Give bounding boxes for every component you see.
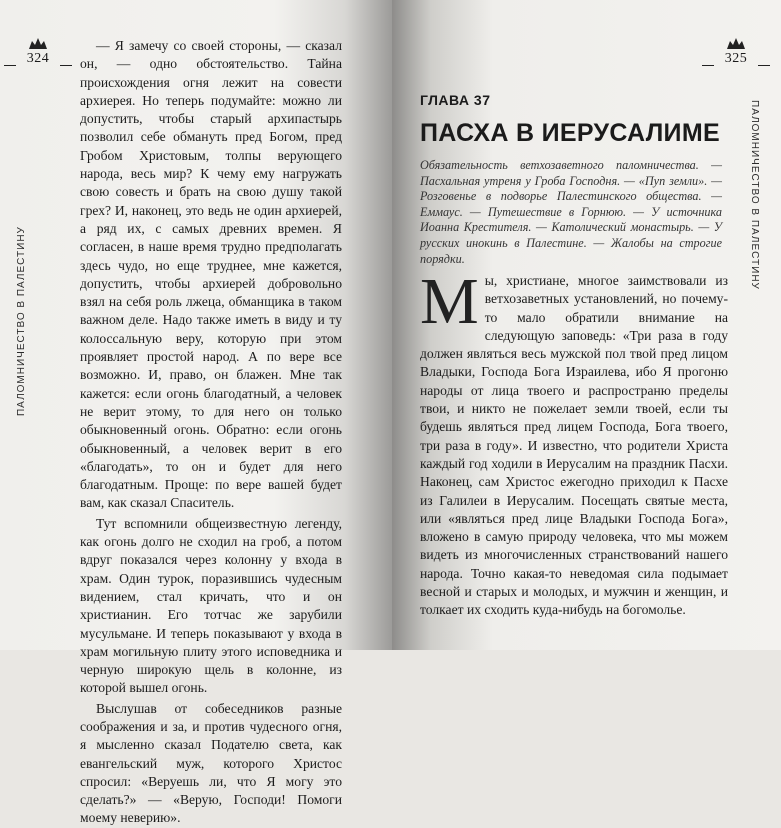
page-number-block [706,36,766,67]
chapter-label: ГЛАВА 37 [420,92,491,108]
page-number: 324 [26,51,50,66]
paragraph: ы, христиане, многое заимствовали из ветхозаветных установлений, но почему-то мало обратили внимание на следующую заповедь: «Три раза в году должен являться весь мужской пол твой пред лицом Владыки, Господа Бога Израилева, ибо Я прогоню народы от лица твоего и распространю пределы твои, и никто не пожелает земли твоей, если ты будешь являться пред лицем Господа, Бога твоего, три раза в году». И известно, что родители Христа каждый год ходили в Иерусалим на праздник Пасхи. Наконец, сам Христос ежегодно приходил к Пасхе из Галилеи в Иерусалим. Посещать святые места, или «являться пред лице Владыки Господа Бога», вложено в самую природу человека, что мы можем видеть из многочисленных странствований нашего народа. Точно какая-то неведомая сила подымает весной и старых и молодых, и мужчин и женщин, и толкает их сходить куда-нибудь на богомолье. [420,273,728,618]
page-number-block [8,36,68,67]
ornament-icon [27,36,49,50]
paragraph: — Я замечу со своей стороны, — сказал он, — одно обстоятельство. Тайна происхождения огня лежит на совести архиерея. Но теперь подумайте: можно ли допустить, чтобы старый архипастырь позволил себе обмануть пред Богом, пред Гробом Христовым, толпы верующего народа, весь мир? К чему ему нагружать свою совесть и брать на свою душу такой грех? И, наконец, это ведь не один архиерей, а ряд их, с самых древних времен. Я согласен, в наше время трудно предполагать здесь чудо, но еще труднее, мне кажется, допустить, чтобы архиерей добровольно взял на себя роль лжеца, обманщика в таком важном деле. Надо также иметь в виду и ту колоссальную веру, которую при этом проявляет простой народ. А по вере все возможно. И, право, он блажен. Мне так кажется: если огонь благодатный, а человек не верит этому, то для него он только обыкновенный огонь. Обратно: если огонь обыкновенный, а человек верит в его «благодать», то он и будет для него благодатным. Проще: по вере вашей будет вам, как сказал Спаситель. [80,38,342,511]
right-page [392,0,781,650]
drop-cap: М [420,265,479,338]
page-number: 325 [724,51,748,66]
paragraph: Выслушав от собеседников разные соображения и за, и против чудесного огня, я мысленно сказал Подателю света, как евангельский муж, которого Христос спросил: «Веруешь ли, что Я могу это сделать?» — «Верую, Господи! Помоги моему неверию». [80,700,342,826]
ornament-icon [725,36,747,50]
body-text [80,37,342,828]
chapter-summary: Обязательность ветхозаветного паломничества. — Пасхальная утреня у Гроба Господня. — «Пуп земли». — Розговенье в подворье Палестинского общества. — Еммаус. — Путешествие в Горнюю. — У источника Иоанна Крестителя. — Католический монастырь. — У русских инокинь в Палестине. — Жалобы на строгие порядки. [420,158,722,266]
running-head: ПАЛОМНИЧЕСТВО В ПАЛЕСТИНУ [749,100,760,290]
ornament-rule [702,65,714,66]
paragraph: Тут вспомнили общеизвестную легенду, как огонь долго не сходил на гроб, а потом вдруг показался через колонну у входа в храм. Один турок, поразившись чудесным видением, стал кричать, что и он христианин. Его тотчас же зарубили мусульмане. И теперь показывают у входа в храм могильную плиту этого исповедника и черную широкую щель в колонне, из которой вышел огонь. [80,515,342,696]
running-head: ПАЛОМНИЧЕСТВО В ПАЛЕСТИНУ [16,226,27,416]
ornament-rule [758,65,770,66]
body-text [420,265,728,620]
ornament-rule [4,65,16,66]
chapter-title: ПАСХА В ИЕРУСАЛИМЕ [420,119,720,147]
opening-paragraph [420,265,728,620]
ornament-rule [60,65,72,66]
